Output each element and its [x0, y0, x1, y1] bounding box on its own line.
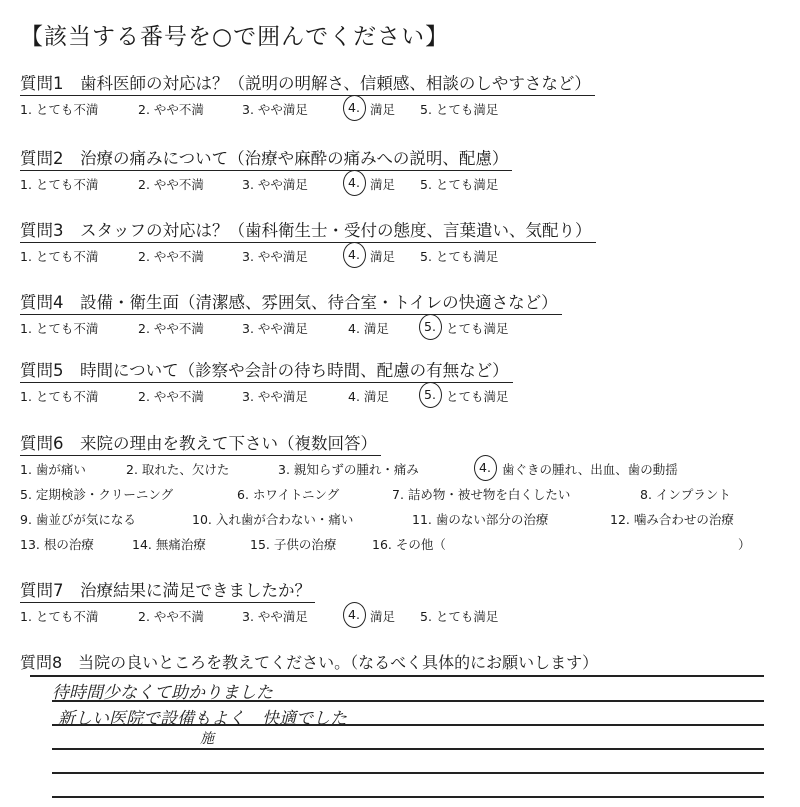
q5-option-1[interactable]: 1. とても不満 [20, 389, 99, 404]
q7-option-3[interactable]: 3. やや満足 [242, 609, 308, 624]
q7-option-4-circled[interactable]: 4. [348, 607, 360, 622]
q6-row-4 [20, 535, 751, 560]
q7-option-1[interactable]: 1. とても不満 [20, 609, 99, 624]
q6-option-14[interactable]: 14. 無痛治療 [132, 537, 206, 552]
question-1 [20, 70, 595, 118]
question-1-options [20, 100, 595, 118]
q6-option-12[interactable]: 12. 噛み合わせの治療 [610, 512, 734, 527]
question-4-heading: 質問4 設備・衛生面（清潔感、雰囲気、待合室・トイレの快適さなど） [20, 289, 562, 315]
question-2-options [20, 175, 512, 193]
q6-row-1 [20, 460, 678, 485]
q7-option-4-label: 満足 [370, 609, 396, 624]
q5-option-4[interactable]: 4. 満足 [348, 389, 389, 404]
question-7 [20, 577, 499, 625]
answer-line-5 [52, 772, 764, 774]
q6-option-7[interactable]: 7. 詰め物・被せ物を白くしたい [392, 487, 571, 502]
question-5 [20, 357, 513, 405]
q5-option-5-circled[interactable]: 5. [424, 387, 436, 402]
question-7-heading: 質問7 治療結果に満足できましたか？ [20, 577, 315, 603]
question-1-heading: 質問1 歯科医師の対応は？（説明の明解さ、信頼感、相談のしやすさなど） [20, 70, 595, 96]
q5-option-5-label: とても満足 [446, 389, 509, 404]
q3-option-3[interactable]: 3. やや満足 [242, 249, 308, 264]
q3-option-4-label: 満足 [370, 249, 396, 264]
q6-row-2 [20, 485, 731, 510]
handwritten-answer-line-1: 待時間少なくて助かりました [52, 683, 273, 703]
q1-option-4-circled[interactable]: 4. [348, 100, 360, 115]
q5-option-3[interactable]: 3. やや満足 [242, 389, 308, 404]
q6-option-2[interactable]: 2. 取れた、欠けた [126, 462, 230, 477]
q6-other-close-paren: ） [738, 537, 751, 552]
q1-option-1[interactable]: 1. とても不満 [20, 102, 99, 117]
question-6-options [20, 460, 751, 560]
q1-option-3[interactable]: 3. やや満足 [242, 102, 308, 117]
q5-option-2[interactable]: 2. やや不満 [138, 389, 204, 404]
q6-row-3 [20, 510, 734, 535]
q3-option-5[interactable]: 5. とても満足 [420, 249, 499, 264]
q6-option-3[interactable]: 3. 親知らずの腫れ・痛み [278, 462, 419, 477]
handwritten-answer-line-2: 新しい医院で設備もよく 快適でした [58, 709, 347, 729]
question-4-options [20, 319, 562, 337]
q6-option-11[interactable]: 11. 歯のない部分の治療 [412, 512, 549, 527]
q7-option-5[interactable]: 5. とても満足 [420, 609, 499, 624]
q6-option-16[interactable]: 16. その他（ [372, 537, 446, 552]
question-2 [20, 145, 512, 193]
q3-option-2[interactable]: 2. やや不満 [138, 249, 204, 264]
q6-option-10[interactable]: 10. 入れ歯が合わない・痛い [192, 512, 354, 527]
q6-option-6[interactable]: 6. ホワイトニング [237, 487, 340, 502]
form-title: 【該当する番号を○で囲んでください】 [20, 24, 450, 50]
q4-option-5-circled[interactable]: 5. [424, 319, 436, 334]
q3-option-1[interactable]: 1. とても不満 [20, 249, 99, 264]
q6-option-13[interactable]: 13. 根の治療 [20, 537, 94, 552]
q1-option-4-label: 満足 [370, 102, 396, 117]
question-2-heading: 質問2 治療の痛みについて（治療や麻酔の痛みへの説明、配慮） [20, 145, 512, 171]
answer-line-4 [52, 748, 764, 750]
question-7-options [20, 607, 499, 625]
answer-line-1 [30, 675, 764, 677]
q2-option-1[interactable]: 1. とても不満 [20, 177, 99, 192]
question-3-heading: 質問3 スタッフの対応は？（歯科衛生士・受付の態度、言葉遣い、気配り） [20, 217, 596, 243]
q6-option-1[interactable]: 1. 歯が痛い [20, 462, 86, 477]
question-3-options [20, 247, 596, 265]
q4-option-5-label: とても満足 [446, 321, 509, 336]
q1-option-5[interactable]: 5. とても満足 [420, 102, 499, 117]
question-4 [20, 289, 562, 337]
q6-option-9[interactable]: 9. 歯並びが気になる [20, 512, 136, 527]
q6-option-8[interactable]: 8. インプラント [640, 487, 731, 502]
q2-option-3[interactable]: 3. やや満足 [242, 177, 308, 192]
q4-option-2[interactable]: 2. やや不満 [138, 321, 204, 336]
handwritten-correction: 施 [200, 731, 214, 747]
q7-option-2[interactable]: 2. やや不満 [138, 609, 204, 624]
question-5-options [20, 387, 513, 405]
question-8 [20, 650, 598, 673]
q4-option-1[interactable]: 1. とても不満 [20, 321, 99, 336]
q4-option-4[interactable]: 4. 満足 [348, 321, 389, 336]
q4-option-3[interactable]: 3. やや満足 [242, 321, 308, 336]
q3-option-4-circled[interactable]: 4. [348, 247, 360, 262]
question-5-heading: 質問5 時間について（診察や会計の待ち時間、配慮の有無など） [20, 357, 513, 383]
q2-option-4-label: 満足 [370, 177, 396, 192]
question-6 [20, 430, 751, 560]
q6-option-5[interactable]: 5. 定期検診・クリーニング [20, 487, 174, 502]
question-3 [20, 217, 596, 265]
q2-option-5[interactable]: 5. とても満足 [420, 177, 499, 192]
q2-option-2[interactable]: 2. やや不満 [138, 177, 204, 192]
q6-option-4-circled[interactable]: 4. [479, 460, 491, 475]
answer-line-6 [52, 796, 764, 798]
q6-option-4-label: 歯ぐきの腫れ、出血、歯の動揺 [502, 462, 678, 477]
q6-option-15[interactable]: 15. 子供の治療 [250, 537, 337, 552]
q1-option-2[interactable]: 2. やや不満 [138, 102, 204, 117]
q2-option-4-circled[interactable]: 4. [348, 175, 360, 190]
question-8-heading: 質問8 当院の良いところを教えてください。（なるべく具体的にお願いします） [20, 653, 599, 672]
question-6-heading: 質問6 来院の理由を教えて下さい（複数回答） [20, 430, 381, 456]
